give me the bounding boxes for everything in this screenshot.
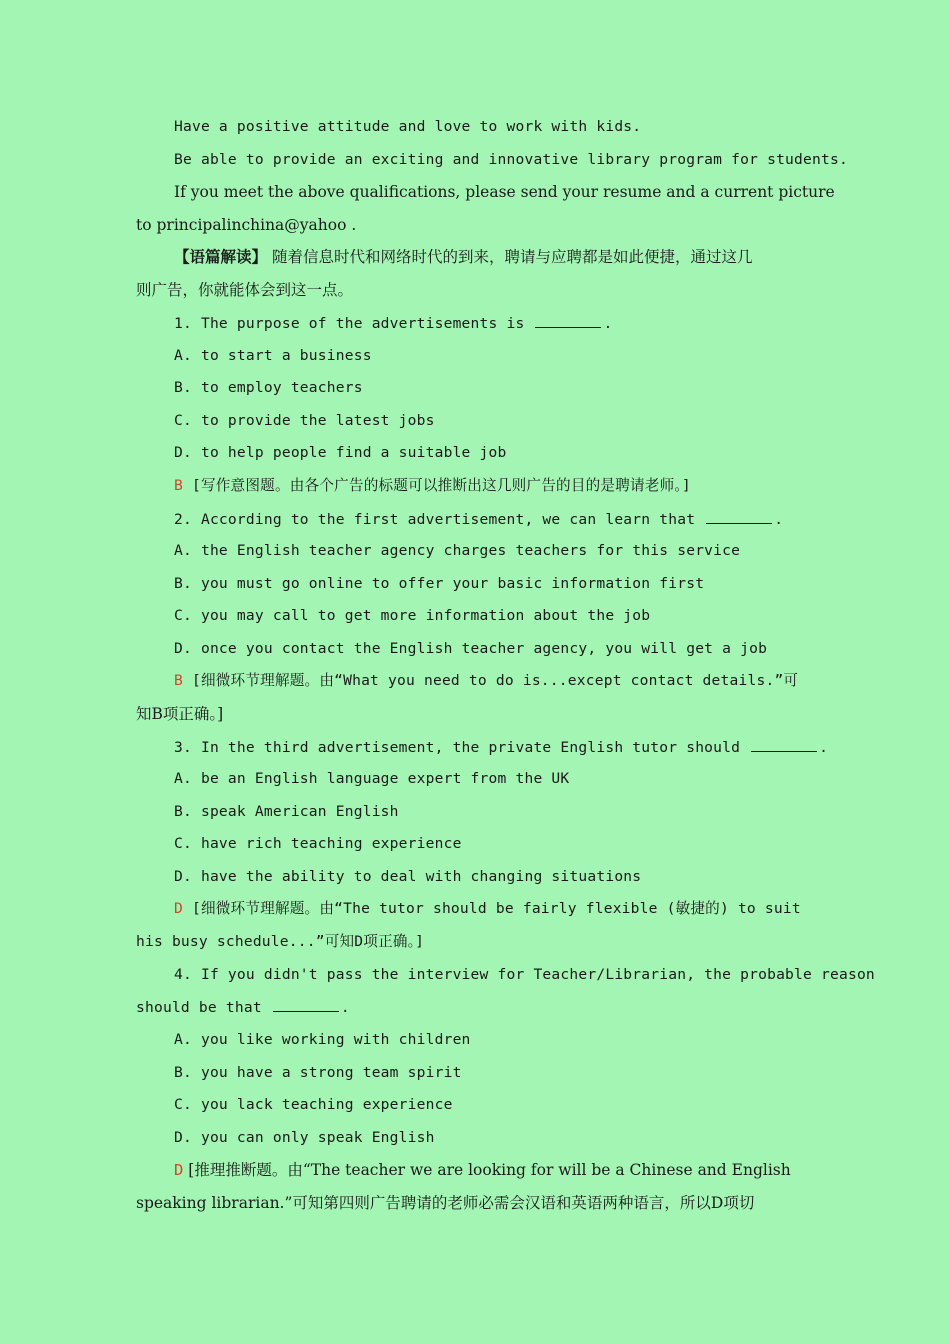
question-3-answer: D [细微环节理解题。由“The tutor should be fairly flexible (敏捷的) to suit xyxy=(174,900,801,917)
text-line: speaking librarian.”可知第四则广告聘请的老师必需会汉语和英语两种语言，所以D项切 xyxy=(136,1194,755,1212)
option-c: C. to provide the latest jobs xyxy=(174,412,435,429)
text-line: his busy schedule...”可知D项正确。] xyxy=(136,933,425,950)
answer-blank xyxy=(535,313,601,328)
option-a: A. to start a business xyxy=(174,347,372,364)
answer-letter: D xyxy=(174,900,183,917)
option-a: A. be an English language expert from the UK xyxy=(174,770,570,787)
option-a: A. you like working with children xyxy=(174,1031,471,1048)
question-4-stem: 4. If you didn't pass the interview for Teacher/Librarian, the probable reason xyxy=(174,966,875,983)
section-text: 随着信息时代和网络时代的到来，聘请与应聘都是如此便捷，通过这几 xyxy=(267,248,753,266)
text-line: 知B项正确。] xyxy=(136,705,224,723)
answer-blank xyxy=(751,737,817,752)
option-b: B. you must go online to offer your basic information first xyxy=(174,575,705,592)
option-b: B. speak American English xyxy=(174,803,399,820)
answer-blank xyxy=(706,509,772,524)
answer-letter: B xyxy=(174,477,183,494)
option-b: B. you have a strong team spirit xyxy=(174,1064,462,1081)
question-2-answer: B [细微环节理解题。由“What you need to do is...except contact details.”可 xyxy=(174,672,799,689)
question-4-stem-cont: should be that . xyxy=(136,999,350,1016)
question-4-answer: D [推理推断题。由“The teacher we are looking for will be a Chinese and English xyxy=(174,1161,791,1179)
answer-letter: D xyxy=(174,1161,184,1179)
text-line: If you meet the above qualifications, please send your resume and a current picture xyxy=(174,183,835,201)
option-d: D. have the ability to deal with changing situations xyxy=(174,868,642,885)
question-2-stem: 2. According to the first advertisement, we can learn that . xyxy=(174,511,784,528)
option-c: C. you lack teaching experience xyxy=(174,1096,453,1113)
option-c: C. have rich teaching experience xyxy=(174,835,462,852)
question-1-answer: B [写作意图题。由各个广告的标题可以推断出这几则广告的目的是聘请老师。] xyxy=(174,477,691,494)
question-3-stem: 3. In the third advertisement, the private English tutor should . xyxy=(174,739,829,756)
option-c: C. you may call to get more information about the job xyxy=(174,607,651,624)
text-line: Have a positive attitude and love to work with kids. xyxy=(174,118,642,135)
option-b: B. to employ teachers xyxy=(174,379,363,396)
section-tag: 【语篇解读】 xyxy=(174,247,268,266)
option-d: D. once you contact the English teacher agency, you will get a job xyxy=(174,640,768,657)
answer-letter: B xyxy=(174,672,183,689)
text-line: to principalinchina@yahoo . xyxy=(136,216,357,234)
text-line: Be able to provide an exciting and innovative library program for students. xyxy=(174,151,848,168)
option-d: D. you can only speak English xyxy=(174,1129,435,1146)
answer-blank xyxy=(273,997,339,1012)
option-d: D. to help people find a suitable job xyxy=(174,444,507,461)
question-1-stem: 1. The purpose of the advertisements is . xyxy=(174,315,613,332)
option-a: A. the English teacher agency charges teachers for this service xyxy=(174,542,741,559)
text-line xyxy=(174,247,816,267)
text-line: 则广告，你就能体会到这一点。 xyxy=(136,281,354,299)
